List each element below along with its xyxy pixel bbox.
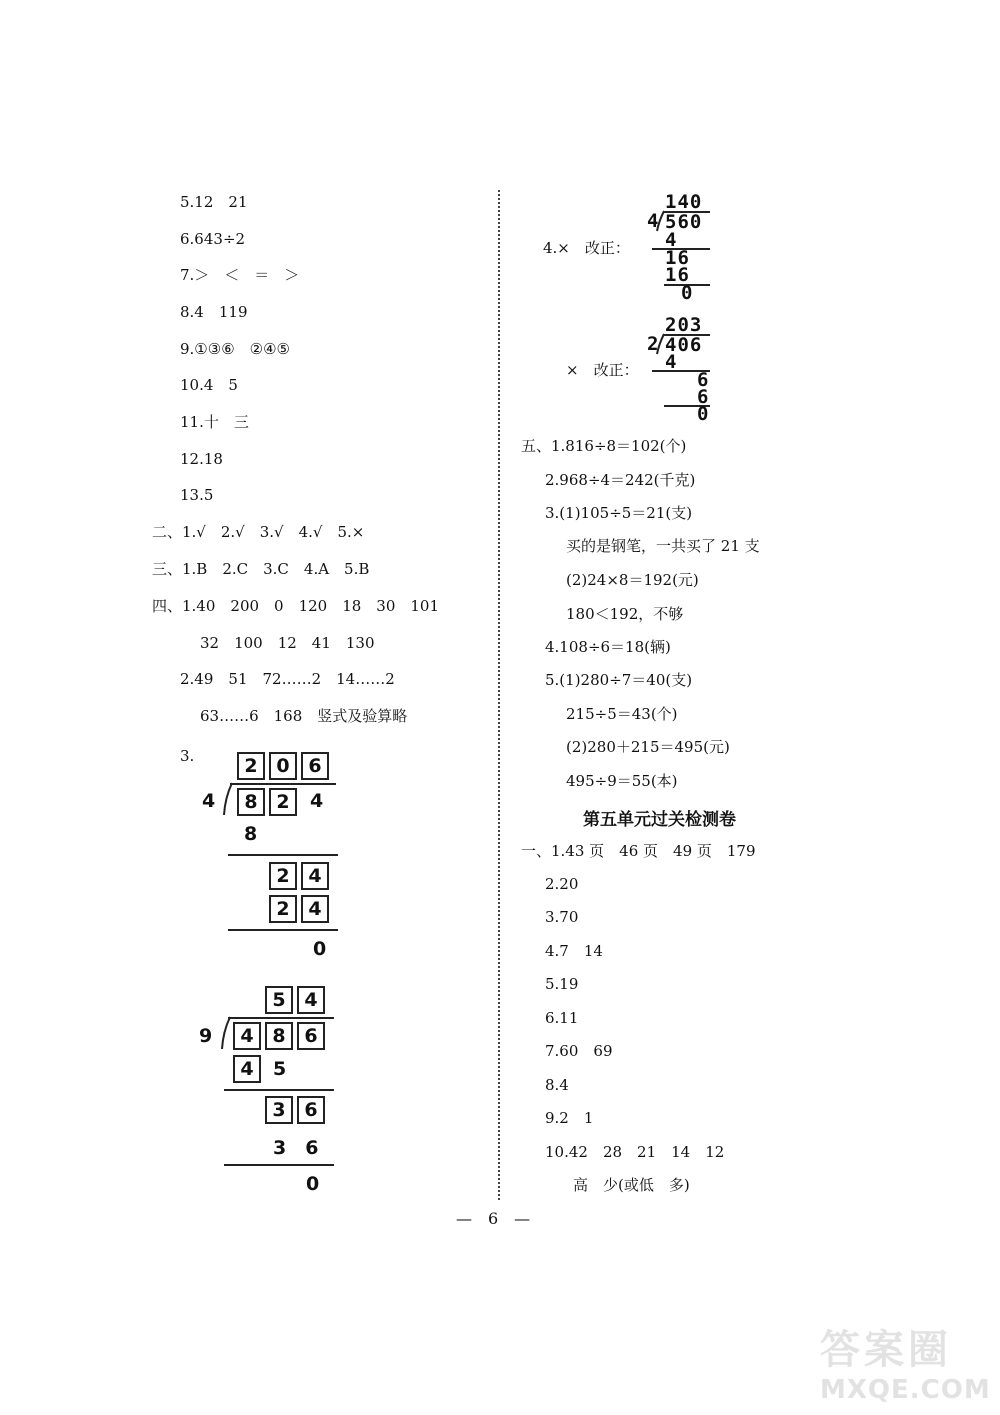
remainder: 0 <box>306 1173 320 1195</box>
answer-line: 63……6 168 竖式及验算略 <box>200 707 408 725</box>
quotient-digit-box: 2 <box>237 752 265 780</box>
answer-line: 5.12 21 <box>180 193 248 211</box>
remainder: 0 <box>313 938 327 960</box>
answer-line: 180＜192，不够 <box>566 605 684 623</box>
division-bar <box>228 1017 334 1019</box>
answer-line: 215÷5＝43(个) <box>566 705 678 723</box>
correction-label: 4.× 改正： <box>543 239 630 257</box>
answer-line: 4.7 14 <box>545 942 603 960</box>
step-digit: 5 <box>273 1058 287 1080</box>
answer-line: 高 少(或低 多) <box>573 1176 690 1194</box>
divisor: 4 <box>647 210 660 232</box>
answer-line: 7.＞ ＜ ＝ ＞ <box>180 266 300 284</box>
step-line <box>224 1089 334 1091</box>
answer-line: 五、1.816÷8＝102(个) <box>521 437 687 455</box>
quotient-digit-box: 5 <box>265 986 293 1014</box>
answer-line: 2.20 <box>545 875 579 893</box>
step-digits: 3 6 <box>273 1137 319 1159</box>
step-digit-box: 2 <box>269 895 297 923</box>
answer-line: 3.(1)105÷5＝21(支) <box>545 504 693 522</box>
step-digit-box: 2 <box>269 862 297 890</box>
divisor: 4 <box>202 790 216 812</box>
answer-line: (2)280＋215＝495(元) <box>566 738 730 756</box>
step: 16 <box>665 264 690 286</box>
answer-line: (2)24×8＝192(元) <box>566 571 699 589</box>
quotient-digit-box: 0 <box>269 752 297 780</box>
division-bar <box>230 783 336 785</box>
watermark-text: 答案圈 <box>820 1327 952 1373</box>
quotient: 203 <box>665 314 703 336</box>
answer-line: 6.11 <box>545 1009 579 1027</box>
column-divider <box>498 190 500 1200</box>
step-digit-box: 6 <box>297 1096 325 1124</box>
answer-line: 6.643÷2 <box>180 230 246 248</box>
step-digit-box: 4 <box>301 862 329 890</box>
quotient: 140 <box>665 191 703 213</box>
answer-line: 2.968÷4＝242(千克) <box>545 471 696 489</box>
step: 6 <box>697 386 710 408</box>
step: 4 <box>665 229 678 251</box>
dividend: 560 <box>665 211 703 233</box>
dividend-digit: 4 <box>310 790 324 812</box>
step: 4 <box>665 351 678 373</box>
step-digit: 8 <box>244 823 258 845</box>
quotient-digit-box: 4 <box>297 986 325 1014</box>
answer-line: 5.19 <box>545 975 579 993</box>
division-bracket <box>220 1016 232 1050</box>
answer-line: 12.18 <box>180 450 223 468</box>
watermark-logo <box>820 1318 990 1405</box>
step: 16 <box>665 247 690 269</box>
page-number: — 6 — <box>456 1209 531 1228</box>
answer-line: 9.①③⑥ ②④⑤ <box>180 340 290 358</box>
quotient-digit-box: 6 <box>301 752 329 780</box>
division-bracket <box>222 782 234 816</box>
divisor: 9 <box>199 1025 213 1047</box>
answer-line: 13.5 <box>180 486 214 504</box>
answer-line: 8.4 119 <box>180 303 248 321</box>
step-line <box>228 929 338 931</box>
correction-label: × 改正： <box>566 361 639 379</box>
answer-line: 8.4 <box>545 1076 569 1094</box>
dividend: 406 <box>665 334 703 356</box>
answer-line: 二、1.√ 2.√ 3.√ 4.√ 5.× <box>152 523 365 541</box>
dividend-digit-box: 8 <box>265 1022 293 1050</box>
answer-line: 7.60 69 <box>545 1042 613 1060</box>
answer-line: 9.2 1 <box>545 1109 594 1127</box>
divisor: 2 <box>647 333 660 355</box>
dividend-digit-box: 4 <box>233 1022 261 1050</box>
section-title: 第五单元过关检测卷 <box>583 810 736 830</box>
watermark-url: MXQE.COM <box>820 1375 991 1405</box>
answer-line: 一、1.43 页 46 页 49 页 179 <box>521 842 756 860</box>
answer-line: 三、1.B 2.C 3.C 4.A 5.B <box>152 560 370 578</box>
answer-line: 2.49 51 72……2 14……2 <box>180 670 395 688</box>
dividend-digit-box: 6 <box>297 1022 325 1050</box>
answer-line: 3.70 <box>545 908 579 926</box>
answer-line: 32 100 12 41 130 <box>200 634 375 652</box>
answer-line: 四、1.40 200 0 120 18 30 101 <box>152 597 440 615</box>
remainder: 0 <box>697 403 710 425</box>
step-line <box>224 1164 334 1166</box>
answer-line: 买的是钢笔，一共买了 21 支 <box>566 537 760 555</box>
answer-line: 4.108÷6＝18(辆) <box>545 638 671 656</box>
answer-line: 10.4 5 <box>180 376 238 394</box>
dividend-digit-box: 8 <box>237 788 265 816</box>
step-digit-box: 4 <box>301 895 329 923</box>
dividend-digit-box: 2 <box>269 788 297 816</box>
answer-line: 5.(1)280÷7＝40(支) <box>545 671 693 689</box>
answer-line: 11.十 三 <box>180 413 249 431</box>
answer-line: 3. <box>180 747 195 765</box>
step-line <box>228 854 338 856</box>
answer-line: 495÷9＝55(本) <box>566 772 678 790</box>
step: 6 <box>697 369 710 391</box>
remainder: 0 <box>681 282 694 304</box>
step-digit-box: 3 <box>265 1096 293 1124</box>
step-digit-box: 4 <box>233 1055 261 1083</box>
answer-line: 10.42 28 21 14 12 <box>545 1143 725 1161</box>
